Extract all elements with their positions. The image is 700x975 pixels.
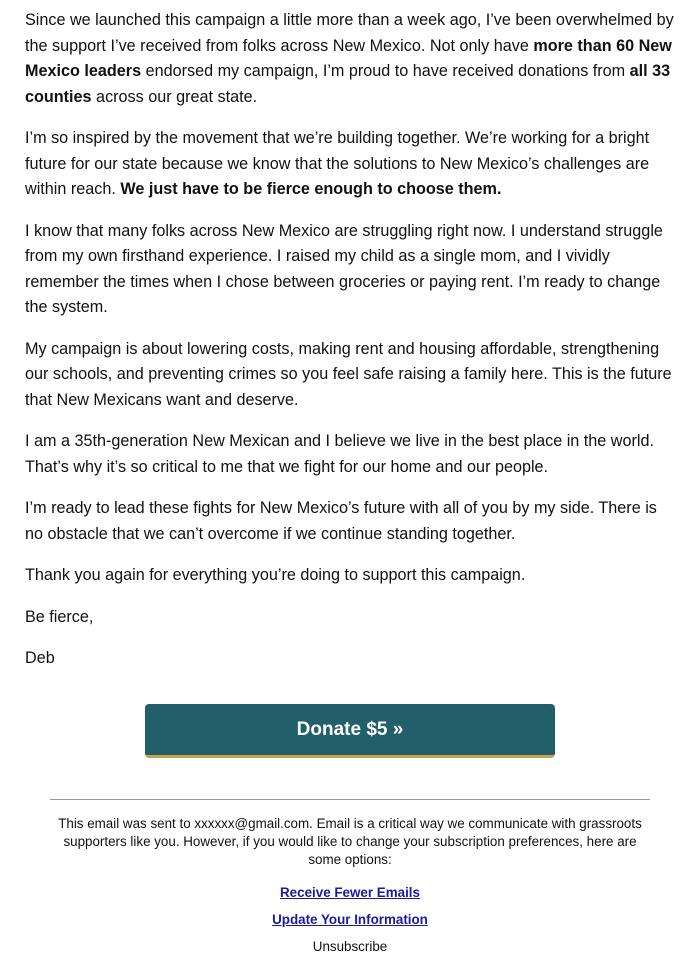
body-paragraph	[25, 8, 675, 110]
body-paragraph	[25, 496, 675, 547]
body-paragraph	[25, 219, 675, 321]
body-paragraph	[25, 429, 675, 480]
unsubscribe-link[interactable]: Unsubscribe	[312, 939, 388, 954]
body-text: endorsed my campaign, I’m proud to have received donations from	[141, 62, 630, 80]
body-paragraph	[25, 646, 675, 672]
bold-text: We just have to be fierce enough to choose them.	[120, 180, 502, 198]
footer-links	[50, 884, 650, 956]
email-footer	[50, 815, 650, 956]
body-text: across our great state.	[91, 87, 258, 106]
body-paragraph	[25, 605, 675, 631]
body-paragraph	[25, 337, 675, 414]
body-text: Thank you again for everything you’re doing to support this campaign.	[25, 566, 526, 584]
body-text: Deb	[25, 649, 55, 667]
body-text: Since we launched this campaign a little more than a week ago, I’ve been overwhelmed by the support I’ve received from folks across New Mexico. Not only have	[25, 11, 674, 55]
donate-button[interactable]: Donate $5 »	[145, 704, 555, 758]
body-text: I’m so inspired by the movement that we’re building together. We’re working for a bright future for our state because we know that the solutions to New Mexico’s challenges are within reach.	[25, 129, 650, 198]
footer-divider	[50, 799, 650, 800]
update-your-information-link[interactable]: Update Your Information	[272, 912, 428, 927]
body-text: My campaign is about lowering costs, making rent and housing affordable, strengthening our schools, and preventing crimes so you feel safe raising a family here. This is the future that New Mexicans want and deserve.	[25, 339, 672, 409]
bold-text: more than 60 New Mexico leaders	[25, 36, 672, 80]
body-text: I know that many folks across New Mexico are struggling right now. I understand struggle from my own firsthand experience. I raised my child as a single mom, and I vividly remember the times when I chose between groceries or paying rent. I’m ready to change the system.	[25, 221, 663, 316]
bold-text: all 33 counties	[25, 62, 671, 106]
body-text: Be fierce,	[25, 607, 94, 626]
body-paragraph	[25, 126, 675, 203]
email-body	[25, 8, 675, 688]
receive-fewer-emails-link[interactable]: Receive Fewer Emails	[280, 885, 420, 900]
body-text: I am a 35th-generation New Mexican and I believe we live in the best place in the world. That’s why it’s so critical to me that we fight for our home and our people.	[25, 432, 654, 476]
body-text: I’m ready to lead these fights for New Mexico’s future with all of you by my side. There is no obstacle that we can’t overcome if we continue standing together.	[25, 499, 657, 543]
footer-note: This email was sent to xxxxxx@gmail.com. Email is a critical way we communicate with grassroots supporters like you. However, if you would like to change your subscription preferences, here are some options:	[58, 816, 642, 867]
donate-button-container	[145, 704, 555, 758]
body-paragraph	[25, 563, 675, 589]
